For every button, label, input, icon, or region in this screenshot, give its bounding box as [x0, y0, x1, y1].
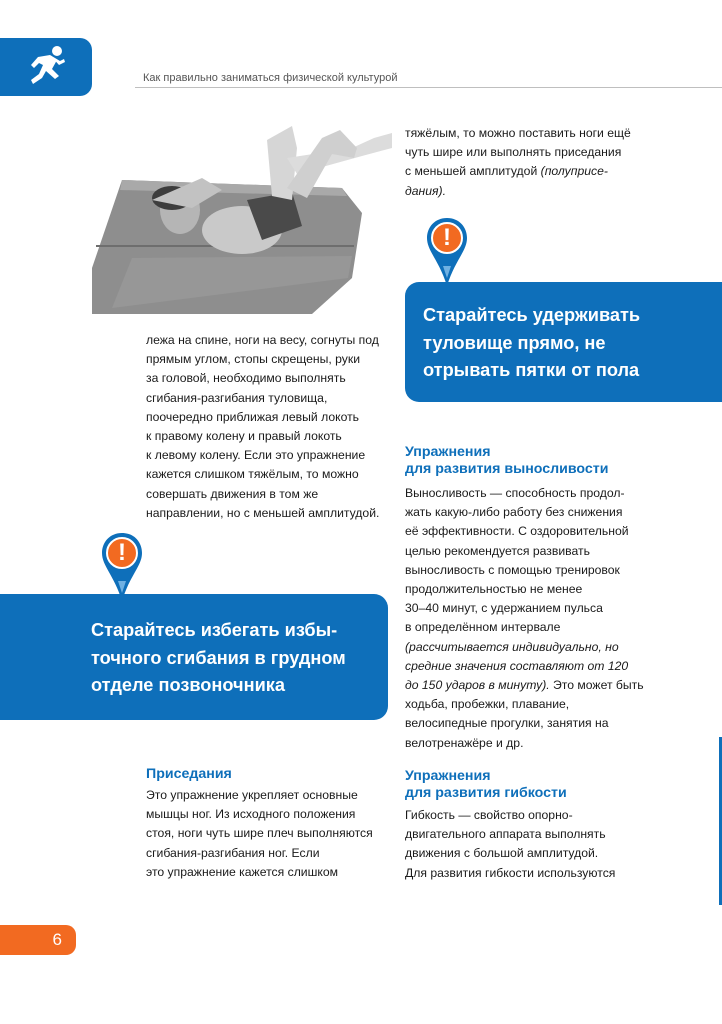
section-title-endurance: Упражнения для развития выносливости	[405, 444, 609, 477]
text-line: поочередно приближая левый локоть	[146, 409, 360, 424]
section-title-squats: Приседания	[146, 766, 232, 782]
running-title: Как правильно заниматься физической культурой	[143, 72, 398, 84]
text-line: продолжительностью не менее	[405, 582, 583, 597]
text-line: 30–40 минут, с удержанием пульса	[405, 601, 603, 616]
text-line: движения с большой амплитудой.	[405, 846, 599, 861]
right-top-paragraph	[405, 124, 705, 201]
text-line: чуть шире или выполнять приседания	[405, 145, 622, 160]
text-line: выносливость с помощью тренировок	[405, 562, 620, 577]
text-line: к правому колену и правый локоть	[146, 429, 342, 444]
flexibility-paragraph	[405, 806, 715, 883]
text-line: её эффективности. С оздоровительной	[405, 524, 629, 539]
exclamation-mark: !	[443, 224, 451, 251]
callout-line: Старайтесь избегать избы-	[91, 620, 338, 640]
exclamation-mark: !	[118, 539, 126, 566]
text-line: целью рекомендуется развивать	[405, 543, 590, 558]
header-divider	[135, 87, 722, 88]
callout-line: Старайтесь удерживать	[423, 305, 641, 325]
callout-line: туловище прямо, не	[423, 332, 606, 353]
callout-line: отрывать пятки от пола	[423, 360, 640, 380]
text-line: мышцы ног. Из исходного положения	[146, 807, 356, 822]
text-line: сгибания-разгибания туловища,	[146, 390, 328, 405]
text-line: сгибания-разгибания ног. Если	[146, 845, 320, 860]
text-line: ходьба, пробежки, плавание,	[405, 697, 570, 712]
exclamation-pin-icon	[425, 216, 469, 288]
page-number: 6	[52, 930, 62, 949]
text-line: с меньшей амплитудой (полуприсе-	[405, 164, 608, 179]
text-line: кажется слишком тяжёлым, то можно	[146, 467, 359, 482]
text-line: направлении, но с меньшей амплитудой.	[146, 505, 380, 520]
warning-callout-posture	[405, 282, 722, 402]
logo-badge	[0, 38, 92, 96]
text-line: тяжёлым, то можно поставить ноги ещё	[405, 126, 631, 140]
text-line: (рассчитывается индивидуально, но	[405, 639, 619, 654]
page-number-tab	[0, 925, 76, 955]
crunches-paragraph	[146, 331, 396, 523]
exercise-photo	[92, 118, 394, 316]
text-line: к левому колену. Если это упражнение	[146, 448, 366, 463]
callout-line: точного сгибания в грудном	[91, 647, 346, 668]
squats-paragraph	[146, 786, 396, 882]
text-line: это упражнение кажется слишком	[146, 864, 339, 879]
text-line: Гибкость — свойство опорно-	[405, 808, 573, 822]
exclamation-pin-icon	[100, 531, 144, 603]
text-line: Для развития гибкости используются	[405, 865, 616, 880]
text-line: лежа на спине, ноги на весу, согнуты под	[146, 333, 379, 347]
running-person-icon	[28, 44, 68, 88]
text-line: за головой, необходимо выполнять	[146, 371, 346, 386]
text-line: стоя, ноги чуть шире плеч выполняются	[146, 826, 373, 841]
text-line: двигательного аппарата выполнять	[405, 827, 606, 842]
warning-callout-spine	[0, 594, 388, 720]
text-line: Выносливость — способность продол-	[405, 486, 625, 500]
text-line: велосипедные прогулки, занятия на	[405, 716, 609, 731]
text-line: до 150 ударов в минуту). Это может быть	[405, 678, 644, 693]
text-line: жать какую-либо работу без снижения	[405, 505, 623, 520]
text-line: прямым углом, стопы скрещены, руки	[146, 352, 361, 367]
text-line: дания).	[405, 183, 446, 198]
section-title-flexibility: Упражнения для развития гибкости	[405, 768, 567, 801]
text-line: средние значения составляют от 120	[405, 658, 629, 673]
endurance-paragraph	[405, 484, 715, 753]
text-line: Это упражнение укрепляет основные	[146, 788, 358, 802]
text-line: в определённом интервале	[405, 620, 561, 635]
callout-line: отделе позвоночника	[91, 675, 285, 695]
text-line: велотренажёре и др.	[405, 735, 524, 750]
text-line: совершать движения в том же	[146, 486, 319, 501]
